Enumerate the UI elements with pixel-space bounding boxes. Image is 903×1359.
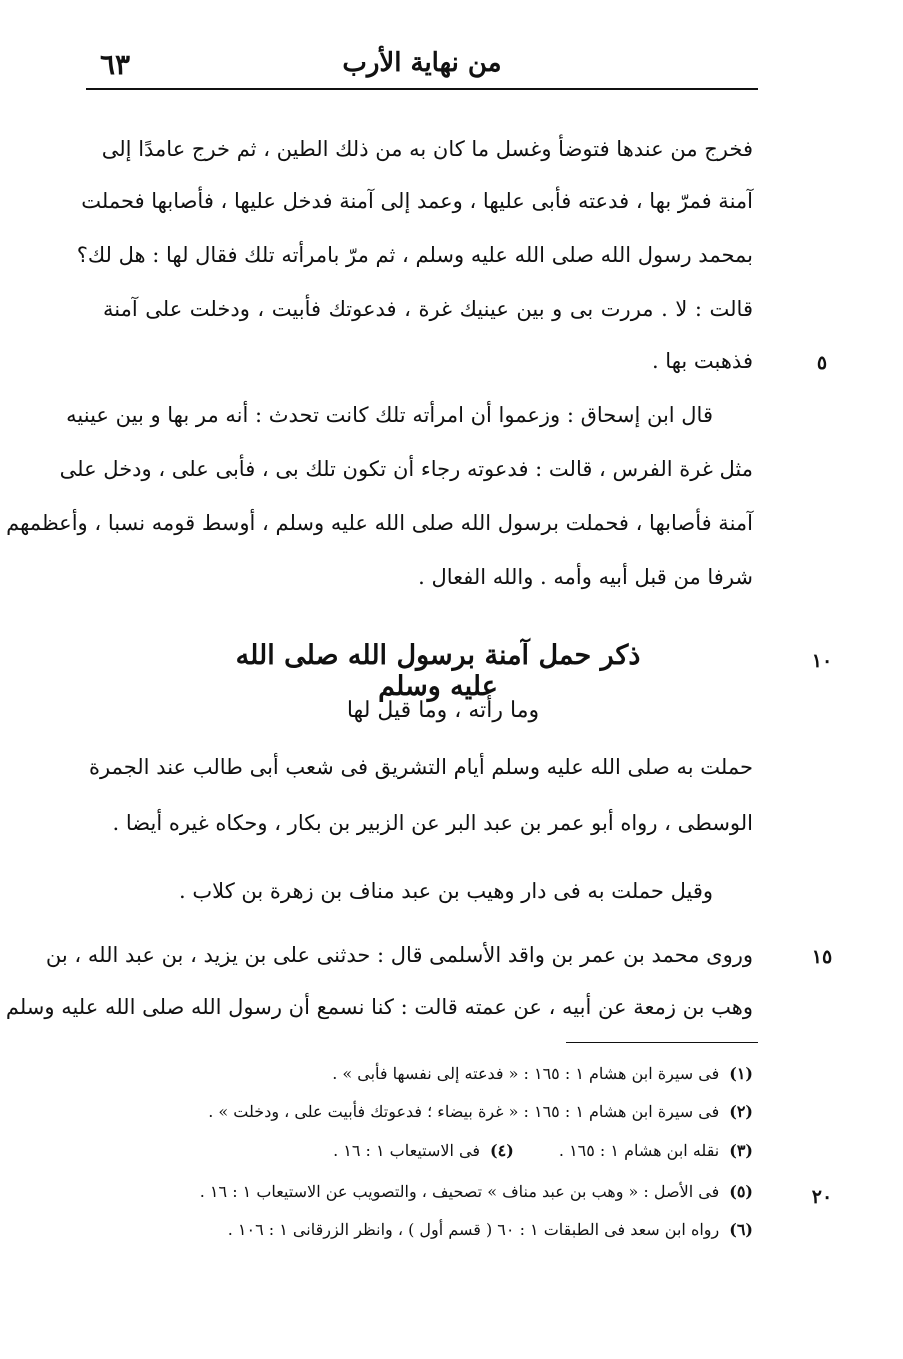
running-title: من نهاية الأرب <box>342 48 502 78</box>
text-line: الوسطى ، رواه أبو عمر بن عبد البر عن الزبير بن بكار ، وحكاه غيره أيضا . <box>112 811 753 835</box>
text-line: شرفا من قبل أبيه وأمه . والله الفعال . <box>418 565 753 589</box>
footnote-text: فى سيرة ابن هشام ١ : ١٦٥ : « غرة بيضاء ؛ فدعوتك فأبيت على ، ودخلت » . <box>208 1102 720 1121</box>
page-header <box>86 44 758 90</box>
footnote-text: فى سيرة ابن هشام ١ : ١٦٥ : « فدعته إلى نفسها فأبى » . <box>332 1064 720 1083</box>
section-title: ذكر حمل آمنة برسول الله صلى الله عليه وسلم <box>235 640 641 702</box>
text-line: فذهبت بها . <box>651 349 753 373</box>
footnote-number: (١) <box>729 1064 753 1083</box>
footnote-text: نقله ابن هشام ١ : ١٦٥ . <box>558 1141 720 1160</box>
line-number-5: ٥ <box>816 352 828 374</box>
footnote <box>113 1182 753 1201</box>
section-subtitle: وما رأته ، وما قيل لها <box>346 698 540 723</box>
text-line: فخرج من عندها فتوضأ وغسل ما كان به من ذلك الطين ، ثم خرج عامدًا إلى <box>101 137 753 161</box>
text-line: وهب بن زمعة عن أبيه ، عن عمته قالت : كنا نسمع أن رسول الله صلى الله عليه وسلم <box>5 995 753 1019</box>
footnote-number: (٤) <box>490 1141 514 1160</box>
text-line: آمنة فمرّ بها ، فدعته فأبى عليها ، وعمد إلى آمنة فدخل عليها ، فأصابها فحملت <box>81 189 753 213</box>
page-number: ٦٣ <box>100 48 131 81</box>
footnote-number: (٢) <box>729 1102 753 1121</box>
text-line: وقيل حملت به فى دار وهيب بن عبد مناف بن زهرة بن كلاب . <box>179 879 713 903</box>
footnote-divider <box>566 1042 758 1043</box>
footnote <box>113 1220 753 1239</box>
footnote-number: (٥) <box>729 1182 753 1201</box>
footnote-text: فى الأصل : « وهب بن عبد مناف » تصحيف ، والتصويب عن الاستيعاب ١ : ١٦ . <box>199 1182 720 1201</box>
footnote <box>113 1102 753 1121</box>
line-number-20: ٢٠ <box>811 1186 833 1208</box>
text-line: بمحمد رسول الله صلى الله عليه وسلم ، ثم مرّ بامرأته تلك فقال لها : هل لك؟ <box>76 243 753 267</box>
line-number-10: ١٠ <box>811 650 833 672</box>
footnote-text: رواه ابن سعد فى الطبقات ١ : ٦٠ ( قسم أول ) ، وانظر الزرقانى ١ : ١٠٦ . <box>227 1220 720 1239</box>
text-line: وروى محمد بن عمر بن واقد الأسلمى قال : حدثنى على بن يزيد ، بن عبد الله ، بن <box>45 943 753 967</box>
footnote-text: فى الاستيعاب ١ : ١٦ . <box>333 1141 481 1160</box>
footnote <box>113 1141 753 1160</box>
footnote-number: (٦) <box>729 1220 753 1239</box>
text-line: آمنة فأصابها ، فحملت برسول الله صلى الله عليه وسلم ، أوسط قومه نسبا ، وأعظمهم <box>6 511 753 535</box>
footnote <box>113 1064 753 1083</box>
text-line: قال ابن إسحاق : وزعموا أن امرأته تلك كانت تحدث : أنه مر بها و بين عينيه <box>66 403 713 427</box>
text-line: حملت به صلى الله عليه وسلم أيام التشريق فى شعب أبى طالب عند الجمرة <box>89 755 753 779</box>
text-line: مثل غرة الفرس ، قالت : فدعوته رجاء أن تكون تلك بى ، فأبى على ، ودخل على <box>59 457 753 481</box>
footnote-number: (٣) <box>729 1141 753 1160</box>
line-number-15: ١٥ <box>811 946 833 968</box>
text-line: قالت : لا . مررت بى و بين عينيك غرة ، فدعوتك فأبيت ، ودخلت على آمنة <box>103 297 753 321</box>
